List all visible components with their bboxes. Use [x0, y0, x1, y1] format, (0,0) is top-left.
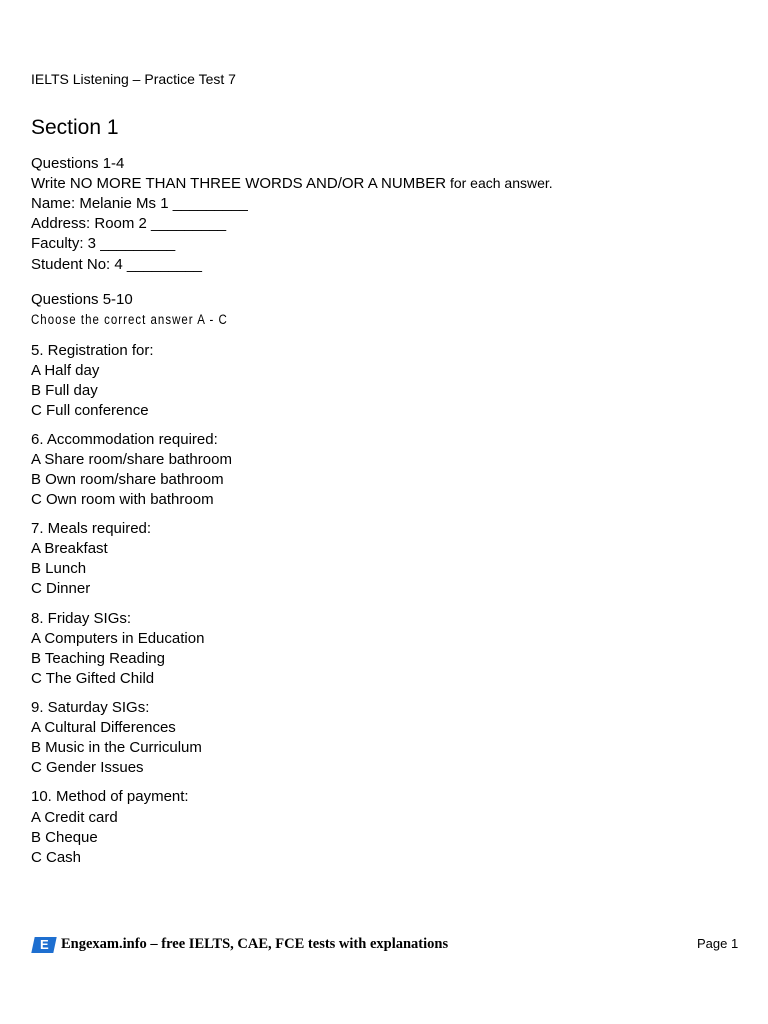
question-5-option-c: C Full conference — [31, 402, 149, 419]
question-8-option-b: B Teaching Reading — [31, 650, 165, 667]
question-1-name: Name: Melanie Ms 1 _________ — [31, 195, 248, 212]
question-7-title: 7. Meals required: — [31, 520, 152, 537]
document-header: IELTS Listening – Practice Test 7 — [31, 71, 236, 87]
question-8-title: 8. Friday SIGs: — [31, 610, 132, 627]
instruction-1-4 — [31, 173, 553, 194]
question-9-option-c: C Gender Issues — [31, 759, 144, 776]
questions-1-4-heading: Questions 1-4 — [31, 155, 125, 172]
question-3-faculty: Faculty: 3 _________ — [31, 235, 176, 252]
question-8-option-a: A Computers in Education — [31, 630, 205, 647]
question-8-option-c: C The Gifted Child — [31, 670, 155, 687]
engexam-logo-icon — [31, 937, 56, 953]
question-10-option-a: A Credit card — [31, 809, 118, 826]
instruction-main: Write NO MORE THAN THREE WORDS AND/OR A NUMBER — [31, 175, 447, 192]
question-7-option-a: A Breakfast — [31, 540, 108, 557]
question-9-option-b: B Music in the Curriculum — [31, 739, 202, 756]
question-5-option-b: B Full day — [31, 382, 98, 399]
logo-letter: E — [39, 937, 49, 952]
question-5-title: 5. Registration for: — [31, 342, 154, 359]
question-6-title: 6. Accommodation required: — [31, 431, 218, 448]
instruction-tail: for each answer. — [446, 175, 553, 191]
question-9-title: 9. Saturday SIGs: — [31, 699, 150, 716]
question-6-option-b: B Own room/share bathroom — [31, 471, 224, 488]
page-number: Page 1 — [697, 936, 739, 951]
question-2-address: Address: Room 2 _________ — [31, 215, 227, 232]
question-6-option-a: A Share room/share bathroom — [31, 451, 232, 468]
question-7-option-c: C Dinner — [31, 580, 91, 597]
section-title: Section 1 — [31, 116, 119, 139]
question-10-option-b: B Cheque — [31, 829, 98, 846]
question-5-option-a: A Half day — [31, 362, 100, 379]
questions-5-10-heading: Questions 5-10 — [31, 291, 133, 308]
question-4-student-no: Student No: 4 _________ — [31, 256, 202, 273]
footer-site-link[interactable]: Engexam.info – free IELTS, CAE, FCE tests with explanations — [61, 936, 449, 952]
question-10-title: 10. Method of payment: — [31, 788, 189, 805]
question-9-option-a: A Cultural Differences — [31, 719, 176, 736]
question-7-option-b: B Lunch — [31, 560, 87, 577]
instruction-5-10: Choose the correct answer A - C — [31, 312, 228, 327]
question-6-option-c: C Own room with bathroom — [31, 491, 214, 508]
question-10-option-c: C Cash — [31, 849, 82, 866]
